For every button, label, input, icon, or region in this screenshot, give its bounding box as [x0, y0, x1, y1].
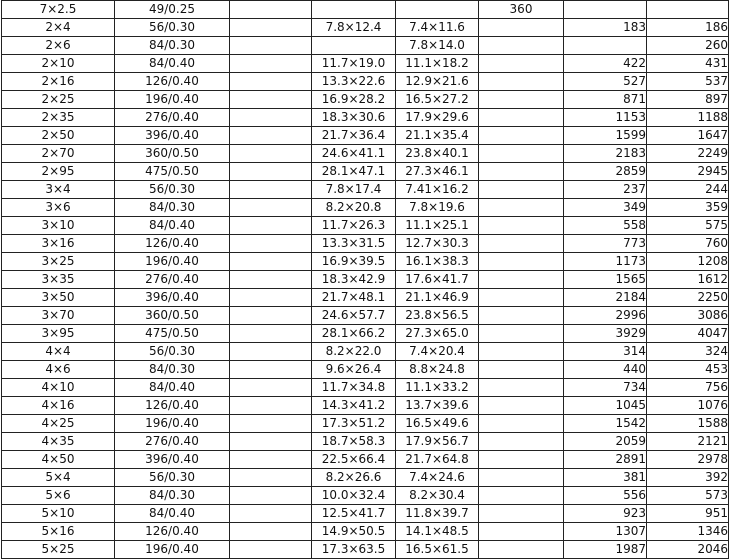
dimension-a-cell: 16.9×39.5 — [312, 253, 396, 271]
extra-cell — [479, 487, 564, 505]
dimension-a-cell: 21.7×36.4 — [312, 127, 396, 145]
weight-b-cell: 1208 — [647, 253, 729, 271]
weight-a-cell: 3929 — [564, 325, 647, 343]
size-cell: 5×25 — [2, 541, 115, 559]
dimension-b-cell: 7.4×24.6 — [396, 469, 479, 487]
weight-a-cell: 2996 — [564, 307, 647, 325]
dimension-b-cell: 12.9×21.6 — [396, 73, 479, 91]
dimension-b-cell: 14.1×48.5 — [396, 523, 479, 541]
dimension-a-cell: 17.3×51.2 — [312, 415, 396, 433]
table-row — [2, 289, 729, 307]
weight-a-cell: 556 — [564, 487, 647, 505]
size-cell: 3×95 — [2, 325, 115, 343]
table-row — [2, 253, 729, 271]
extra-cell — [479, 145, 564, 163]
weight-b-cell: 392 — [647, 469, 729, 487]
table-row — [2, 433, 729, 451]
extra-cell — [479, 73, 564, 91]
dimension-a-cell — [312, 37, 396, 55]
size-cell: 2×35 — [2, 109, 115, 127]
weight-a-cell: 2184 — [564, 289, 647, 307]
weight-b-cell: 1346 — [647, 523, 729, 541]
weight-b-cell: 897 — [647, 91, 729, 109]
dimension-a-cell: 18.3×30.6 — [312, 109, 396, 127]
extra-cell — [479, 109, 564, 127]
conductor-cell: 276/0.40 — [115, 109, 230, 127]
weight-b-cell: 2945 — [647, 163, 729, 181]
blank-cell — [230, 19, 312, 37]
dimension-b-cell — [396, 1, 479, 19]
table-row — [2, 415, 729, 433]
dimension-a-cell: 8.2×26.6 — [312, 469, 396, 487]
weight-a-cell: 349 — [564, 199, 647, 217]
weight-b-cell: 756 — [647, 379, 729, 397]
size-cell: 3×70 — [2, 307, 115, 325]
dimension-b-cell: 21.1×46.9 — [396, 289, 479, 307]
dimension-b-cell: 7.41×16.2 — [396, 181, 479, 199]
dimension-a-cell: 16.9×28.2 — [312, 91, 396, 109]
dimension-a-cell: 14.3×41.2 — [312, 397, 396, 415]
conductor-cell: 84/0.30 — [115, 361, 230, 379]
weight-a-cell: 1307 — [564, 523, 647, 541]
size-cell: 4×35 — [2, 433, 115, 451]
weight-b-cell: 453 — [647, 361, 729, 379]
conductor-cell: 196/0.40 — [115, 91, 230, 109]
table-row — [2, 451, 729, 469]
dimension-a-cell: 22.5×66.4 — [312, 451, 396, 469]
blank-cell — [230, 91, 312, 109]
size-cell: 2×6 — [2, 37, 115, 55]
table-row — [2, 487, 729, 505]
dimension-a-cell: 12.5×41.7 — [312, 505, 396, 523]
blank-cell — [230, 109, 312, 127]
blank-cell — [230, 289, 312, 307]
table-row — [2, 181, 729, 199]
dimension-b-cell: 21.7×64.8 — [396, 451, 479, 469]
weight-b-cell — [647, 1, 729, 19]
extra-cell — [479, 271, 564, 289]
weight-b-cell: 1188 — [647, 109, 729, 127]
dimension-a-cell: 13.3×22.6 — [312, 73, 396, 91]
dimension-a-cell: 9.6×26.4 — [312, 361, 396, 379]
weight-b-cell: 359 — [647, 199, 729, 217]
weight-a-cell: 1153 — [564, 109, 647, 127]
weight-b-cell: 2250 — [647, 289, 729, 307]
weight-b-cell: 2978 — [647, 451, 729, 469]
size-cell: 3×10 — [2, 217, 115, 235]
size-cell: 2×50 — [2, 127, 115, 145]
weight-b-cell: 760 — [647, 235, 729, 253]
weight-b-cell: 244 — [647, 181, 729, 199]
weight-b-cell: 1076 — [647, 397, 729, 415]
dimension-b-cell: 8.8×24.8 — [396, 361, 479, 379]
dimension-b-cell: 12.7×30.3 — [396, 235, 479, 253]
dimension-b-cell: 7.8×14.0 — [396, 37, 479, 55]
table-row — [2, 343, 729, 361]
conductor-cell: 475/0.50 — [115, 325, 230, 343]
conductor-cell: 196/0.40 — [115, 253, 230, 271]
dimension-b-cell: 7.8×19.6 — [396, 199, 479, 217]
size-cell: 4×10 — [2, 379, 115, 397]
conductor-cell: 56/0.30 — [115, 469, 230, 487]
dimension-b-cell: 11.1×25.1 — [396, 217, 479, 235]
weight-a-cell: 1045 — [564, 397, 647, 415]
extra-cell — [479, 91, 564, 109]
conductor-cell: 396/0.40 — [115, 127, 230, 145]
size-cell: 3×16 — [2, 235, 115, 253]
table-row — [2, 37, 729, 55]
table-body — [2, 1, 729, 559]
weight-b-cell: 573 — [647, 487, 729, 505]
dimension-a-cell: 21.7×48.1 — [312, 289, 396, 307]
dimension-b-cell: 17.6×41.7 — [396, 271, 479, 289]
dimension-a-cell: 11.7×34.8 — [312, 379, 396, 397]
table-row — [2, 217, 729, 235]
conductor-cell: 84/0.30 — [115, 199, 230, 217]
size-cell: 5×4 — [2, 469, 115, 487]
blank-cell — [230, 523, 312, 541]
blank-cell — [230, 325, 312, 343]
size-cell: 5×6 — [2, 487, 115, 505]
size-cell: 3×25 — [2, 253, 115, 271]
dimension-a-cell: 24.6×57.7 — [312, 307, 396, 325]
blank-cell — [230, 37, 312, 55]
blank-cell — [230, 397, 312, 415]
extra-cell — [479, 343, 564, 361]
dimension-b-cell: 16.5×27.2 — [396, 91, 479, 109]
extra-cell — [479, 451, 564, 469]
weight-a-cell: 2859 — [564, 163, 647, 181]
conductor-cell: 49/0.25 — [115, 1, 230, 19]
dimension-a-cell: 17.3×63.5 — [312, 541, 396, 559]
size-cell: 3×50 — [2, 289, 115, 307]
dimension-a-cell: 11.7×19.0 — [312, 55, 396, 73]
blank-cell — [230, 181, 312, 199]
dimension-a-cell: 8.2×20.8 — [312, 199, 396, 217]
size-cell: 4×25 — [2, 415, 115, 433]
dimension-b-cell: 7.4×11.6 — [396, 19, 479, 37]
weight-a-cell: 1599 — [564, 127, 647, 145]
extra-cell — [479, 199, 564, 217]
conductor-cell: 196/0.40 — [115, 541, 230, 559]
weight-a-cell: 1173 — [564, 253, 647, 271]
extra-cell — [479, 415, 564, 433]
size-cell: 4×50 — [2, 451, 115, 469]
extra-cell — [479, 217, 564, 235]
weight-a-cell: 314 — [564, 343, 647, 361]
table-row — [2, 325, 729, 343]
weight-a-cell: 2059 — [564, 433, 647, 451]
dimension-a-cell: 7.8×12.4 — [312, 19, 396, 37]
extra-cell — [479, 379, 564, 397]
table-row — [2, 235, 729, 253]
conductor-cell: 126/0.40 — [115, 235, 230, 253]
conductor-cell: 196/0.40 — [115, 415, 230, 433]
weight-a-cell: 2891 — [564, 451, 647, 469]
dimension-b-cell: 23.8×40.1 — [396, 145, 479, 163]
blank-cell — [230, 55, 312, 73]
table-row — [2, 163, 729, 181]
weight-a-cell: 923 — [564, 505, 647, 523]
dimension-b-cell: 27.3×65.0 — [396, 325, 479, 343]
weight-b-cell: 324 — [647, 343, 729, 361]
conductor-cell: 84/0.30 — [115, 487, 230, 505]
extra-cell — [479, 361, 564, 379]
dimension-b-cell: 8.2×30.4 — [396, 487, 479, 505]
blank-cell — [230, 361, 312, 379]
blank-cell — [230, 73, 312, 91]
weight-a-cell: 1542 — [564, 415, 647, 433]
table-row — [2, 73, 729, 91]
blank-cell — [230, 379, 312, 397]
size-cell: 2×25 — [2, 91, 115, 109]
table-row — [2, 361, 729, 379]
conductor-cell: 126/0.40 — [115, 397, 230, 415]
extra-cell: 360 — [479, 1, 564, 19]
blank-cell — [230, 235, 312, 253]
weight-a-cell: 237 — [564, 181, 647, 199]
table-row — [2, 109, 729, 127]
dimension-a-cell — [312, 1, 396, 19]
table-row — [2, 127, 729, 145]
weight-a-cell: 1565 — [564, 271, 647, 289]
extra-cell — [479, 37, 564, 55]
conductor-cell: 126/0.40 — [115, 73, 230, 91]
table-row — [2, 379, 729, 397]
weight-a-cell: 183 — [564, 19, 647, 37]
weight-a-cell: 527 — [564, 73, 647, 91]
blank-cell — [230, 127, 312, 145]
extra-cell — [479, 433, 564, 451]
size-cell: 5×10 — [2, 505, 115, 523]
weight-a-cell: 422 — [564, 55, 647, 73]
weight-b-cell: 575 — [647, 217, 729, 235]
dimension-a-cell: 10.0×32.4 — [312, 487, 396, 505]
weight-b-cell: 186 — [647, 19, 729, 37]
weight-b-cell: 2121 — [647, 433, 729, 451]
size-cell: 3×4 — [2, 181, 115, 199]
extra-cell — [479, 163, 564, 181]
size-cell: 3×6 — [2, 199, 115, 217]
size-cell: 2×10 — [2, 55, 115, 73]
table-row — [2, 145, 729, 163]
conductor-cell: 396/0.40 — [115, 289, 230, 307]
blank-cell — [230, 217, 312, 235]
dimension-a-cell: 28.1×66.2 — [312, 325, 396, 343]
blank-cell — [230, 505, 312, 523]
weight-a-cell: 440 — [564, 361, 647, 379]
blank-cell — [230, 415, 312, 433]
blank-cell — [230, 343, 312, 361]
dimension-a-cell: 24.6×41.1 — [312, 145, 396, 163]
blank-cell — [230, 307, 312, 325]
size-cell: 5×16 — [2, 523, 115, 541]
weight-a-cell: 381 — [564, 469, 647, 487]
weight-a-cell: 773 — [564, 235, 647, 253]
conductor-cell: 84/0.30 — [115, 37, 230, 55]
extra-cell — [479, 19, 564, 37]
blank-cell — [230, 451, 312, 469]
blank-cell — [230, 199, 312, 217]
dimension-a-cell: 11.7×26.3 — [312, 217, 396, 235]
dimension-b-cell: 21.1×35.4 — [396, 127, 479, 145]
conductor-cell: 84/0.40 — [115, 505, 230, 523]
blank-cell — [230, 163, 312, 181]
table-row — [2, 505, 729, 523]
dimension-b-cell: 16.1×38.3 — [396, 253, 479, 271]
table-row — [2, 91, 729, 109]
extra-cell — [479, 523, 564, 541]
dimension-b-cell: 11.1×18.2 — [396, 55, 479, 73]
weight-b-cell: 1647 — [647, 127, 729, 145]
conductor-cell: 276/0.40 — [115, 271, 230, 289]
weight-b-cell: 431 — [647, 55, 729, 73]
size-cell: 2×16 — [2, 73, 115, 91]
dimension-a-cell: 7.8×17.4 — [312, 181, 396, 199]
extra-cell — [479, 541, 564, 559]
dimension-b-cell: 7.4×20.4 — [396, 343, 479, 361]
conductor-cell: 84/0.40 — [115, 55, 230, 73]
dimension-b-cell: 16.5×61.5 — [396, 541, 479, 559]
conductor-cell: 84/0.40 — [115, 379, 230, 397]
extra-cell — [479, 55, 564, 73]
conductor-cell: 56/0.30 — [115, 19, 230, 37]
conductor-cell: 276/0.40 — [115, 433, 230, 451]
blank-cell — [230, 145, 312, 163]
weight-a-cell — [564, 1, 647, 19]
weight-a-cell — [564, 37, 647, 55]
table-row — [2, 55, 729, 73]
extra-cell — [479, 325, 564, 343]
dimension-b-cell: 16.5×49.6 — [396, 415, 479, 433]
weight-a-cell: 734 — [564, 379, 647, 397]
conductor-cell: 360/0.50 — [115, 145, 230, 163]
dimension-b-cell: 27.3×46.1 — [396, 163, 479, 181]
dimension-b-cell: 17.9×56.7 — [396, 433, 479, 451]
conductor-cell: 475/0.50 — [115, 163, 230, 181]
weight-b-cell: 1588 — [647, 415, 729, 433]
dimension-a-cell: 13.3×31.5 — [312, 235, 396, 253]
dimension-a-cell: 28.1×47.1 — [312, 163, 396, 181]
dimension-b-cell: 23.8×56.5 — [396, 307, 479, 325]
table-row — [2, 541, 729, 559]
blank-cell — [230, 433, 312, 451]
cable-spec-table — [1, 0, 729, 559]
table-row — [2, 397, 729, 415]
conductor-cell: 56/0.30 — [115, 181, 230, 199]
size-cell: 7×2.5 — [2, 1, 115, 19]
weight-b-cell: 4047 — [647, 325, 729, 343]
size-cell: 3×35 — [2, 271, 115, 289]
blank-cell — [230, 271, 312, 289]
extra-cell — [479, 397, 564, 415]
weight-a-cell: 1987 — [564, 541, 647, 559]
blank-cell — [230, 541, 312, 559]
blank-cell — [230, 253, 312, 271]
extra-cell — [479, 289, 564, 307]
dimension-a-cell: 18.3×42.9 — [312, 271, 396, 289]
table-row — [2, 469, 729, 487]
size-cell: 2×95 — [2, 163, 115, 181]
size-cell: 2×4 — [2, 19, 115, 37]
blank-cell — [230, 469, 312, 487]
table-row — [2, 1, 729, 19]
table-row — [2, 523, 729, 541]
size-cell: 4×16 — [2, 397, 115, 415]
weight-b-cell: 3086 — [647, 307, 729, 325]
dimension-b-cell: 11.1×33.2 — [396, 379, 479, 397]
weight-b-cell: 260 — [647, 37, 729, 55]
extra-cell — [479, 253, 564, 271]
extra-cell — [479, 505, 564, 523]
dimension-b-cell: 11.8×39.7 — [396, 505, 479, 523]
dimension-b-cell: 13.7×39.6 — [396, 397, 479, 415]
extra-cell — [479, 181, 564, 199]
weight-b-cell: 1612 — [647, 271, 729, 289]
extra-cell — [479, 127, 564, 145]
weight-a-cell: 2183 — [564, 145, 647, 163]
table-row — [2, 19, 729, 37]
size-cell: 4×6 — [2, 361, 115, 379]
dimension-a-cell: 8.2×22.0 — [312, 343, 396, 361]
blank-cell — [230, 487, 312, 505]
weight-a-cell: 558 — [564, 217, 647, 235]
dimension-a-cell: 14.9×50.5 — [312, 523, 396, 541]
conductor-cell: 84/0.40 — [115, 217, 230, 235]
extra-cell — [479, 469, 564, 487]
size-cell: 2×70 — [2, 145, 115, 163]
weight-b-cell: 537 — [647, 73, 729, 91]
size-cell: 4×4 — [2, 343, 115, 361]
table-row — [2, 271, 729, 289]
weight-a-cell: 871 — [564, 91, 647, 109]
extra-cell — [479, 307, 564, 325]
conductor-cell: 360/0.50 — [115, 307, 230, 325]
table-row — [2, 307, 729, 325]
conductor-cell: 56/0.30 — [115, 343, 230, 361]
extra-cell — [479, 235, 564, 253]
dimension-a-cell: 18.7×58.3 — [312, 433, 396, 451]
weight-b-cell: 2046 — [647, 541, 729, 559]
weight-b-cell: 2249 — [647, 145, 729, 163]
dimension-b-cell: 17.9×29.6 — [396, 109, 479, 127]
blank-cell — [230, 1, 312, 19]
table-row — [2, 199, 729, 217]
conductor-cell: 126/0.40 — [115, 523, 230, 541]
conductor-cell: 396/0.40 — [115, 451, 230, 469]
weight-b-cell: 951 — [647, 505, 729, 523]
